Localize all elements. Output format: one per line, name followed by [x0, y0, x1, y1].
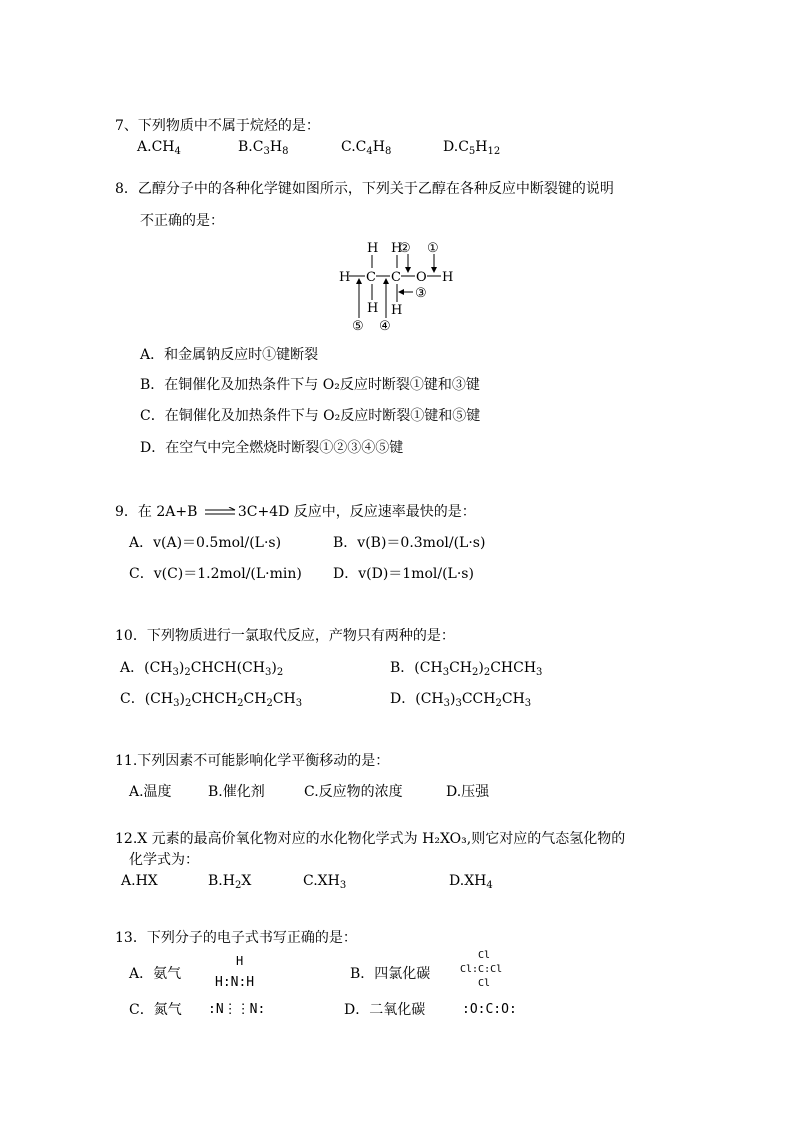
q7-option-b: $B.C_3H_8$ — [238, 139, 289, 157]
q7-option-c: $C.C_4H_8$ — [341, 139, 392, 157]
q9-option-c: C．v(C)＝1.2mol/(L·min) — [129, 566, 302, 582]
q8-option-a: A．和金属钠反应时①键断裂 — [140, 347, 319, 363]
formula — [458, 139, 500, 155]
ammonia-electron-formula-top: H — [236, 954, 244, 968]
bond-label-5: ⑤ — [352, 319, 364, 334]
q8-option-d: D．在空气中完全燃烧时断裂①②③④⑤键 — [140, 440, 404, 456]
subscript: 3 — [524, 698, 532, 709]
subscript: 3 — [295, 698, 303, 709]
q12-option-b: $B.H_2X$ — [208, 873, 252, 891]
formula-text: ) — [179, 691, 185, 707]
formula — [136, 873, 158, 889]
q12-stem-line2: 化学式为： — [129, 852, 199, 868]
formula-text: H — [372, 139, 385, 155]
formula — [145, 691, 302, 707]
q9-stem: 9．在 2A+B 3C+4D 反应中，反应速率最快的是： — [115, 504, 476, 520]
formula — [415, 691, 531, 707]
q11-option-c: C.反应物的浓度 — [304, 784, 403, 800]
formula-text: ) — [478, 660, 484, 676]
formula-text: CHCH — [490, 660, 537, 676]
subscript: 2 — [266, 698, 273, 709]
subscript: 4 — [486, 880, 493, 891]
formula-text: CH — [151, 139, 175, 155]
formula — [144, 660, 283, 676]
atom-c2: C — [391, 270, 401, 285]
ethanol-bond-diagram — [335, 234, 465, 334]
formula-text: CHCH(CH — [190, 660, 265, 676]
formula-text: CH — [449, 660, 472, 676]
atom-h-oh: H — [442, 270, 454, 285]
atom-h-bottom-right: H — [391, 303, 403, 318]
bond-label-1: ① — [427, 241, 439, 256]
q13-option-b-label: B．四氯化碳 — [350, 966, 431, 982]
q7-stem: 7、下列物质中不属于烷烃的是： — [115, 118, 320, 134]
formula-text: HX — [135, 873, 158, 889]
q9-option-a: A．v(A)＝0.5mol/(L·s) — [129, 535, 282, 551]
q9-option-d: D．v(D)＝1mol/(L·s) — [333, 566, 474, 582]
formula-text: (CH — [144, 660, 173, 676]
formula-text: C — [355, 139, 367, 155]
formula-text: C — [458, 139, 469, 155]
formula — [356, 139, 392, 155]
subscript: 2 — [237, 698, 244, 709]
subscript: 4 — [366, 146, 373, 157]
q8-stem-line1: 8．乙醇分子中的各种化学键如图所示，下列关于乙醇在各种反应中断裂键的说明 — [115, 181, 614, 197]
q10-option-b: B．$(CH_3CH_2)_2CHCH_3$ — [390, 660, 543, 678]
formula-text: ) — [271, 660, 277, 676]
bond-label-2: ② — [399, 241, 411, 256]
q11-option-a: A.温度 — [129, 784, 172, 800]
formula-text: XH — [317, 873, 340, 889]
atom-h-left: H — [339, 270, 351, 285]
n2-electron-formula: :N⋮⋮N: — [208, 1002, 266, 1017]
formula-text: ) — [450, 691, 456, 707]
formula-text: C — [252, 139, 264, 155]
q12-option-c: $C.XH_3$ — [303, 873, 347, 891]
formula — [223, 873, 252, 889]
q7-option-d: $D.C_5H_{12}$ — [443, 139, 501, 157]
formula-text: CHCH — [191, 691, 238, 707]
q11-option-b: B.催化剂 — [208, 784, 265, 800]
bond-label-4: ④ — [379, 319, 391, 334]
q12-option-a: A.HX — [121, 873, 158, 889]
formula — [318, 873, 347, 889]
subscript: 2 — [471, 667, 479, 678]
subscript: 3 — [536, 667, 543, 678]
atom-h-top-right: H — [391, 241, 403, 256]
formula — [414, 660, 542, 676]
subscript: 8 — [282, 146, 289, 157]
subscript: 2 — [234, 880, 242, 891]
q12-stem-line1: 12.X 元素的最高价氧化物对应的水化物化学式为 H₂XO₃,则它对应的气态氢化物的 — [115, 831, 626, 847]
q9-option-b: B．v(B)＝0.3mol/(L·s) — [333, 535, 486, 551]
formula-text: H — [475, 139, 488, 155]
subscript: 5 — [468, 146, 476, 157]
subscript: 4 — [174, 146, 181, 157]
formula-text: CH — [243, 691, 267, 707]
subscript: 3 — [263, 146, 270, 157]
ammonia-electron-formula: H:N:H — [215, 975, 255, 990]
formula-text: (CH — [414, 660, 443, 676]
formula-text: CH — [501, 691, 525, 707]
q10-option-d: D．$(CH_3)_3CCH_2CH_3$ — [390, 691, 532, 709]
subscript: 3 — [442, 667, 450, 678]
subscript: 12 — [487, 146, 501, 157]
formula-text: XH — [464, 873, 487, 889]
formula-text: ) — [178, 660, 185, 676]
subscript: 3 — [173, 698, 180, 709]
co2-electron-formula: :O:C:O: — [462, 1002, 517, 1017]
subscript: 3 — [264, 667, 272, 678]
atom-o: O — [416, 270, 427, 285]
formula-text: (CH — [144, 691, 174, 707]
q11-stem: 11.下列因素不可能影响化学平衡移动的是： — [115, 753, 390, 769]
q10-option-a: A．$(CH_3)_2CHCH(CH_3)_2$ — [120, 660, 284, 678]
q10-stem: 10．下列物质进行一氯取代反应，产物只有两种的是： — [115, 628, 455, 644]
q13-stem: 13．下列分子的电子式书写正确的是： — [115, 930, 357, 946]
q11-option-d: D.压强 — [446, 784, 490, 800]
q13-option-c-label: C．氮气 — [129, 1002, 182, 1018]
q8-stem-line2: 不正确的是： — [140, 213, 224, 229]
atom-h-bottom-left: H — [367, 301, 379, 316]
q8-option-b: B．在铜催化及加热条件下与 O₂反应时断裂①键和③键 — [140, 377, 480, 393]
subscript: 2 — [184, 667, 191, 678]
atom-c1: C — [366, 270, 376, 285]
q12-option-d: $D.XH_4$ — [449, 873, 493, 891]
subscript: 2 — [483, 667, 491, 678]
formula-text: H — [269, 139, 283, 155]
formula-text: CCH — [461, 691, 496, 707]
bond-label-3: ③ — [415, 286, 427, 301]
formula — [253, 139, 289, 155]
subscript: 2 — [184, 698, 192, 709]
formula — [464, 873, 493, 889]
subscript: 3 — [455, 698, 462, 709]
formula-text: H — [222, 873, 235, 889]
q13-option-a-label: A．氨气 — [129, 966, 182, 982]
q8-option-c: C．在铜催化及加热条件下与 O₂反应时断裂①键和⑤键 — [140, 408, 481, 424]
subscript: 3 — [339, 880, 347, 891]
subscript: 2 — [276, 667, 284, 678]
formula — [152, 139, 181, 155]
subscript: 3 — [443, 698, 450, 709]
equilibrium-arrow-icon — [204, 507, 236, 517]
subscript: 2 — [495, 698, 502, 709]
ccl4-electron-formula-bottom: Cl — [478, 978, 491, 989]
ccl4-electron-formula-top: Cl — [478, 950, 491, 961]
q10-option-c: C．$(CH_3)_2CHCH_2CH_2CH_3$ — [120, 691, 303, 709]
ccl4-electron-formula: Cl:C:Cl — [460, 964, 503, 975]
q7-option-a: $A.CH_4$ — [137, 139, 181, 157]
formula-text: (CH — [415, 691, 444, 707]
formula-text: X — [241, 873, 252, 889]
subscript: 3 — [172, 667, 179, 678]
atom-h-top-left: H — [367, 241, 379, 256]
formula-text: CH — [272, 691, 296, 707]
q13-option-d-label: D．二氧化碳 — [344, 1002, 426, 1018]
subscript: 8 — [384, 146, 392, 157]
